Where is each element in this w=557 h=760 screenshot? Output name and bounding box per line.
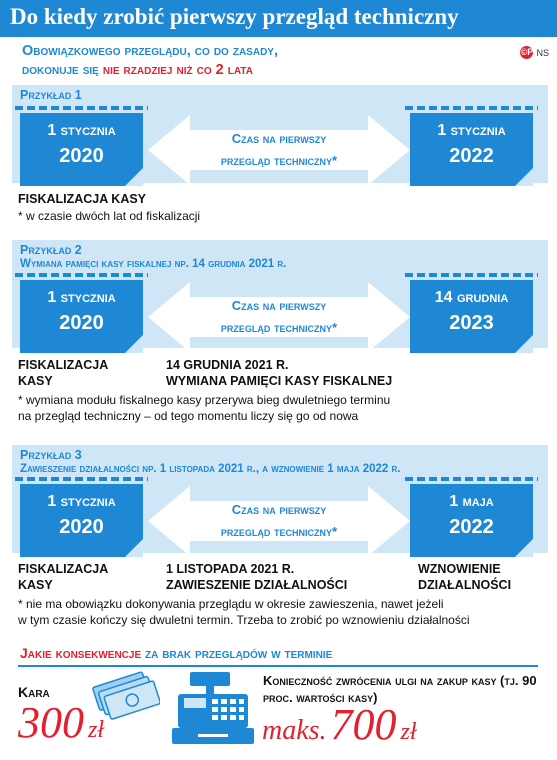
intro-line-2-start: dokonuje się	[22, 62, 103, 78]
arrow-text-line-1: Czas na pierwszy	[231, 502, 327, 517]
arrow-text-line-1: Czas na pierwszy	[231, 298, 327, 313]
example-2-event: 14 GRUDNIA 2021 R. WYMIANA PAMIĘCI KASY FISKALNEJ	[166, 358, 393, 388]
example-3-event: 1 LISTOPADA 2021 R. ZAWIESZENIE DZIAŁALNOŚCI	[166, 562, 348, 592]
example-2-arrow	[148, 282, 410, 352]
intro-line-2	[22, 61, 278, 80]
credit-mark: ©P	[520, 47, 534, 57]
arrow-text-line-2: przegląd techniczny*	[220, 524, 338, 539]
cash-register-icon	[170, 668, 260, 748]
example-1-fiskalizacja: FISKALIZACJA KASY	[18, 192, 147, 206]
example-3-end-date: 1 maja 2022	[410, 484, 533, 557]
header-bar	[0, 0, 557, 37]
arrow-text-line-2: przegląd techniczny*	[220, 153, 338, 168]
example-2-note: * wymiana modułu fiskalnego kasy przerywa bieg dwuletniego terminu na przegląd techniczny – od tego momentu liczy się go od nowa	[18, 393, 391, 423]
example-2-end-date: 14 grudnia 2023	[410, 280, 533, 353]
credit	[520, 46, 549, 59]
example-1-start-date: 1 stycznia 2020	[20, 113, 143, 186]
example-3-fiskalizacja: FISKALIZACJA KASY	[18, 562, 109, 592]
page-title: Do kiedy zrobić pierwszy przegląd techniczny	[10, 4, 459, 29]
intro-line-1: Obowiązkowego przeglądu, co do zasady,	[22, 43, 278, 59]
example-2-start-date: 1 stycznia 2020	[20, 280, 143, 353]
example-1-note: * w czasie dwóch lat od fiskalizacji	[18, 209, 201, 223]
max-amount: maks. 700 zł	[262, 700, 417, 749]
kara-label: Kara	[18, 684, 50, 700]
example-2-fiskalizacja: FISKALIZACJA KASY	[18, 358, 109, 388]
intro-line-2-highlight: nie rzadziej niż co 2 lata	[102, 62, 253, 78]
arrow-text-line-2: przegląd techniczny*	[220, 320, 338, 335]
divider	[18, 665, 538, 667]
intro-text	[22, 42, 278, 80]
example-1-label: Przykład 1	[20, 88, 82, 102]
example-1-end-date: 1 stycznia 2022	[410, 113, 533, 186]
ulga-text: Konieczność zwrócenia ulgi na zakup kasy (tj. 90 proc. wartości kasy)	[263, 673, 537, 705]
example-3-start-date: 1 stycznia 2020	[20, 484, 143, 557]
example-3-subtitle: Zawieszenie działalności np. 1 listopada 2021 r., a wznowienie 1 maja 2022 r.	[20, 463, 401, 475]
credit-initials: NS	[536, 47, 549, 58]
kara-amount: 300 zł	[18, 698, 105, 747]
example-3-label: Przykład 3	[20, 448, 82, 462]
example-2-label: Przykład 2	[20, 243, 82, 257]
consequences-title: Jakie konsekwencje za brak przeglądów w terminie	[20, 645, 333, 661]
example-3-arrow	[148, 486, 410, 556]
arrow-text-line-1: Czas na pierwszy	[231, 131, 327, 146]
example-1-arrow	[148, 115, 410, 185]
example-3-note: * nie ma obowiązku dokonywania przeglądu w okresie zawieszenia, nawet jeżeli w tym czasie kończy się dwuletni termin. Trzeba to zrobić po wznowieniu działalności	[18, 597, 470, 627]
example-3-resume: WZNOWIENIE DZIAŁALNOŚCI	[418, 562, 512, 592]
example-2-subtitle: Wymiana pamięci kasy fiskalnej np. 14 grudnia 2021 r.	[20, 258, 287, 270]
